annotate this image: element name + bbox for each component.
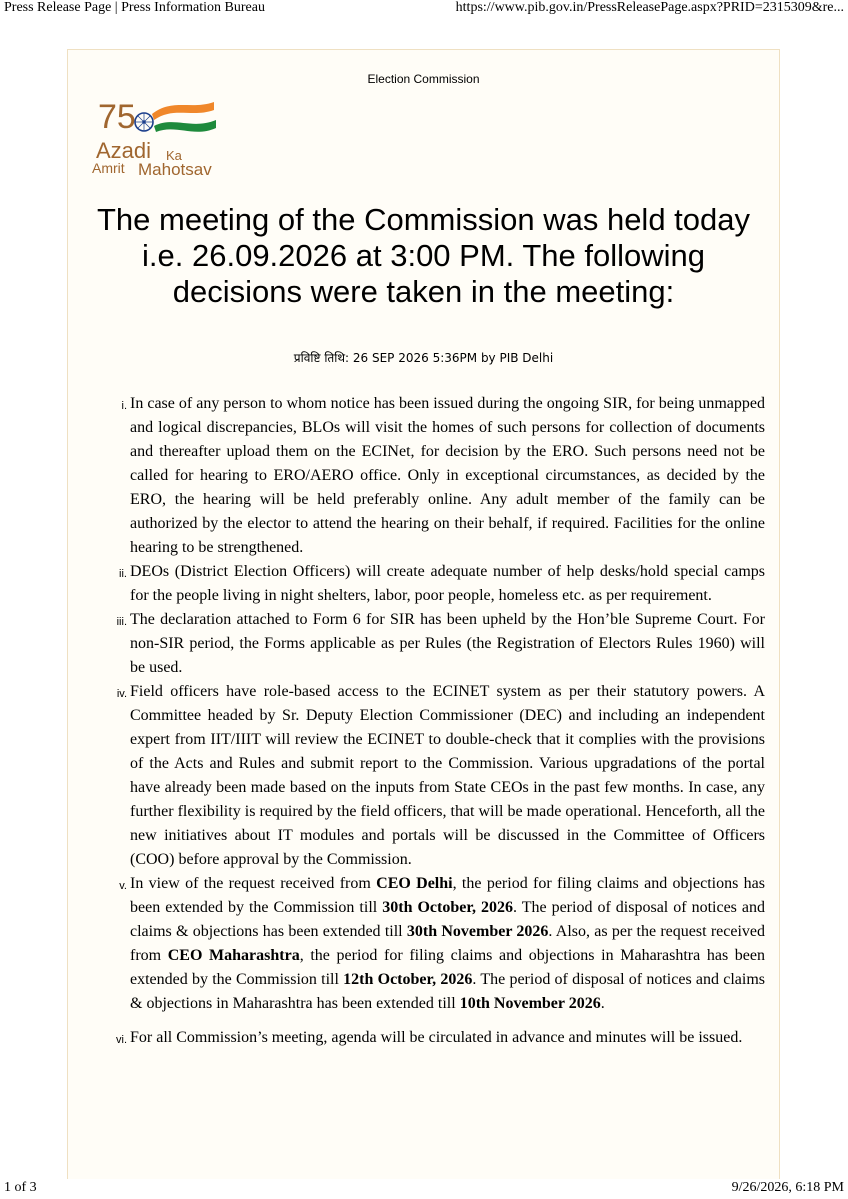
decision-item-text: DEOs (District Election Officers) will create adequate number of help desks/hold special camps for the people living in night shelters, labor, poor people, homeless etc. as per requirement. [130, 563, 765, 604]
decision-item-text: In case of any person to whom notice has been issued during the ongoing SIR, for being unmapped and logical discrepancies, BLOs will visit the homes of such persons for collection of documents and thereafter upload them on the ECINet, for decision by the ERO. Such persons need not be called for hearing to ERO/AERO office. Only in exceptional circumstances, as decided by the ERO, the hearing will be held preferably online. Any adult member of the family can be authorized by the elector to attend the hearing on their behalf, if required. Facilities for the online hearing to be strengthened. [130, 395, 765, 556]
decision-item-text: . The period of disposal of notices and claims & objections has been extended till [130, 899, 766, 940]
print-timestamp: 9/26/2026, 6:18 PM [731, 1180, 844, 1195]
decision-item-text: In view of the request received from [130, 875, 377, 892]
decision-item [115, 680, 765, 872]
decision-item-emphasis: 10th November 2026 [459, 995, 601, 1012]
logo-word-ka: Ka [166, 148, 182, 163]
decision-item-text: . [600, 995, 605, 1012]
press-release-frame [67, 49, 780, 1179]
decision-list [115, 392, 765, 1050]
page-count: 1 of 3 [4, 1180, 37, 1195]
posted-on: प्रविष्टि तिथि: 26 SEP 2026 5:36PM by PIB Delhi [293, 351, 554, 365]
decision-item-emphasis: CEO Maharashtra [167, 947, 300, 964]
decision-item-emphasis: 12th October, 2026 [343, 971, 473, 988]
decision-item-text: , the period for filing claims and objections in Maharashtra has been extended by the Commission till [130, 947, 766, 988]
decision-item-number: v. [119, 880, 127, 892]
decision-item-text: The declaration attached to Form 6 for SIR has been upheld by the Hon’ble Supreme Court. For non-SIR period, the Forms applicable as per Rules (the Registration of Electors Rules 1960) will be used. [130, 611, 765, 676]
logo-word-azadi: Azadi [96, 138, 152, 163]
decision-item-text: Field officers have role-based access to the ECINET system as per their statutory powers. A Committee headed by Sr. Deputy Election Commissioner (DEC) and including an independent expert from IIT/IIIT will review the ECINET to double-check that it complies with the provisions of the Acts and Rules and submit report to the Commission. Various upgradations of the portal have already been made based on the inputs from State CEOs in the past few months. In case, any further flexibility is required by the field officers, that will be made operational. Henceforth, all the new initiatives about IT modules and portals will be discussed in the Committee of Officers (COO) before approval by the Commission. [130, 683, 765, 868]
print-header [0, 0, 848, 20]
decision-item [115, 608, 765, 680]
decision-item-text: . The period of disposal of notices and claims & objections in Maharashtra has been extended till [130, 971, 766, 1012]
logo-word-amrit: Amrit [92, 160, 125, 176]
decision-item [115, 1026, 765, 1050]
decision-item-number: iii. [116, 616, 127, 628]
decision-item [115, 392, 765, 560]
azadi-ka-amrit-mahotsav-logo [92, 92, 252, 180]
logo-numeral: 75 [98, 98, 136, 136]
decision-item-number: vi. [116, 1034, 127, 1046]
decision-item-number: iv. [116, 688, 127, 700]
decision-item-number: ii. [119, 568, 127, 580]
decision-item-text: . Also, as per the request received from [130, 923, 765, 964]
decision-item [115, 872, 765, 1016]
decision-item-text: For all Commission’s meeting, agenda will be circulated in advance and minutes will be issued. [130, 1029, 743, 1046]
decision-item-text: , the period for filing claims and objections has been extended by the Commission till [130, 875, 765, 916]
decision-item-emphasis: 30th October, 2026 [382, 899, 513, 916]
decision-item-number: i. [121, 400, 127, 412]
logo-word-mahotsav: Mahotsav [138, 160, 212, 179]
print-footer [0, 1177, 848, 1199]
page-url-header: https://www.pib.gov.in/PressReleasePage.aspx?PRID=2315309&re... [455, 0, 844, 15]
page-title-header: Press Release Page | Press Information Bureau [4, 0, 265, 15]
ministry-name: Election Commission [367, 72, 480, 86]
decision-item-emphasis: CEO Delhi [376, 875, 453, 892]
decision-item-emphasis: 30th November 2026 [406, 923, 549, 940]
release-title: The meeting of the Commission was held today i.e. 26.09.2026 at 3:00 PM. The following decisions were taken in the meeting: [96, 202, 751, 309]
decision-item [115, 560, 765, 608]
